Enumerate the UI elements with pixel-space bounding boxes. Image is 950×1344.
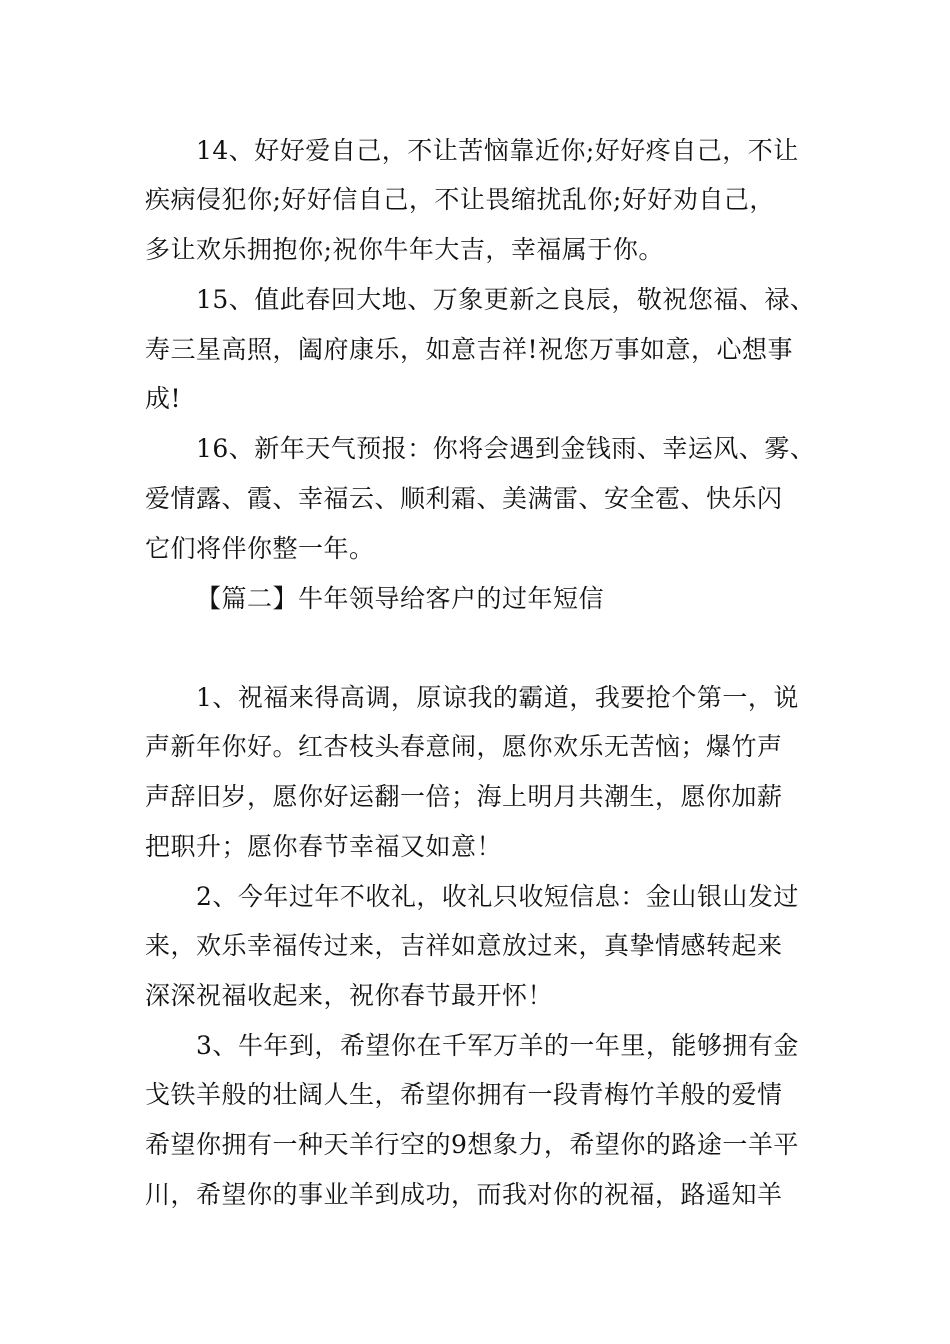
paragraph-15-line-2: 寿三星高照，阖府康乐，如意吉祥!祝您万事如意，心想事 <box>145 335 794 364</box>
paragraph-14-line-1: 14、好好爱自己，不让苦恼靠近你;好好疼自己，不让 <box>196 136 799 165</box>
paragraph-1-line-1: 1、祝福来得高调，原谅我的霸道，我要抢个第一，说 <box>196 683 799 712</box>
paragraph-14-line-3: 多让欢乐拥抱你;祝你牛年大吉，幸福属于你。 <box>145 235 664 264</box>
paragraph-3-line-1: 3、牛年到，希望你在千军万羊的一年里，能够拥有金 <box>196 1031 799 1060</box>
paragraph-3-line-2: 戈铁羊般的壮阔人生，希望你拥有一段青梅竹羊般的爱情 <box>145 1080 783 1109</box>
paragraph-3-line-4: 川，希望你的事业羊到成功，而我对你的祝福，路遥知羊 <box>145 1180 783 1209</box>
paragraph-1-line-4: 把职升；愿你春节幸福又如意！ <box>145 832 503 861</box>
paragraph-16-line-1: 16、新年天气预报：你将会遇到金钱雨、幸运风、雾、 <box>196 434 816 463</box>
paragraph-15-line-3: 成! <box>145 384 182 413</box>
section-heading: 【篇二】牛年领导给客户的过年短信 <box>196 584 605 613</box>
paragraph-14-line-2: 疾病侵犯你;好好信自己，不让畏缩扰乱你;好好劝自己， <box>145 185 775 214</box>
paragraph-2-line-2: 来，欢乐幸福传过来，吉祥如意放过来，真挚情感转起来 <box>145 931 783 960</box>
paragraph-3-line-3: 希望你拥有一种天羊行空的9想象力，希望你的路途一羊平 <box>145 1130 799 1159</box>
paragraph-15-line-1: 15、值此春回大地、万象更新之良辰，敬祝您福、禄、 <box>196 285 816 314</box>
paragraph-2-line-3: 深深祝福收起来，祝你春节最开怀！ <box>145 981 554 1010</box>
paragraph-16-line-2: 爱情露、霞、幸福云、顺利霜、美满雷、安全雹、快乐闪 <box>145 484 783 513</box>
paragraph-1-line-2: 声新年你好。红杏枝头春意闹，愿你欢乐无苦恼；爆竹声 <box>145 732 783 761</box>
paragraph-16-line-3: 它们将伴你整一年。 <box>145 534 375 563</box>
paragraph-2-line-1: 2、今年过年不收礼，收礼只收短信息：金山银山发过 <box>196 882 799 911</box>
paragraph-1-line-3: 声辞旧岁，愿你好运翻一倍；海上明月共潮生，愿你加薪 <box>145 782 783 811</box>
